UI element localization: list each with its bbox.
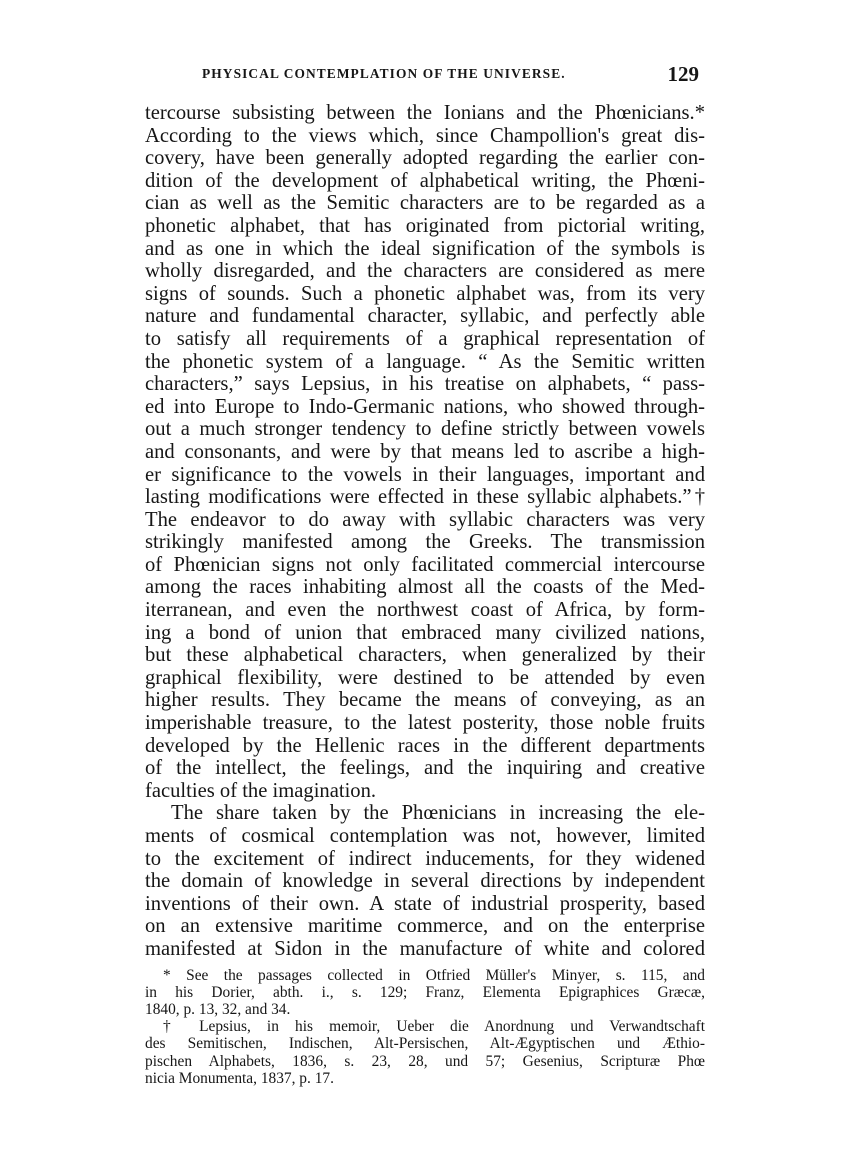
text-line: signs of sounds. Such a phonetic alphabet was, from its very	[145, 282, 705, 305]
text-line: and consonants, and were by that means led to ascribe a high-	[145, 440, 705, 463]
text-line: on an extensive maritime commerce, and on the enterprise	[145, 915, 705, 938]
text-line: iterranean, and even the northwest coast of Africa, by form-	[145, 599, 705, 622]
text-line: the phonetic system of a language. “ As the Semitic written	[145, 350, 705, 373]
text-line: graphical flexibility, were destined to be attended by even	[145, 666, 705, 689]
footnote-line: in his Dorier, abth. i., s. 129; Franz, Elementa Epigraphices Græcæ,	[145, 983, 705, 1001]
footnote-line: pischen Alphabets, 1836, s. 23, 28, und 57; Gesenius, Scripturæ Phœ	[145, 1052, 705, 1070]
footnotes	[145, 967, 705, 1087]
book-page	[145, 62, 705, 1087]
text-line: phonetic alphabet, that has originated from pictorial writing,	[145, 214, 705, 237]
text-line: cian as well as the Semitic characters are to be regarded as a	[145, 192, 705, 215]
text-line: manifested at Sidon in the manufacture of white and colored	[145, 937, 705, 960]
text-line: to satisfy all requirements of a graphical representation of	[145, 327, 705, 350]
text-line: higher results. They became the means of conveying, as an	[145, 689, 705, 712]
text-line: wholly disregarded, and the characters are considered as mere	[145, 260, 705, 283]
paragraph-start-line: The share taken by the Phœnicians in increasing the ele-	[171, 802, 705, 825]
text-line: er significance to the vowels in their languages, important and	[145, 463, 705, 486]
text-line: ing a bond of union that embraced many civilized nations,	[145, 621, 705, 644]
page-number: 129	[667, 62, 699, 86]
body-text	[145, 102, 705, 961]
text-line: ed into Europe to Indo-Germanic nations, who showed through-	[145, 395, 705, 418]
text-line: The endeavor to do away with syllabic characters was very	[145, 508, 705, 531]
text-line: of Phœnician signs not only facilitated commercial intercourse	[145, 553, 705, 576]
text-line: inventions of their own. A state of industrial prosperity, based	[145, 892, 705, 915]
footnote-line: nicia Monumenta, 1837, p. 17.	[145, 1069, 334, 1087]
text-line: imperishable treasure, to the latest posterity, those noble fruits	[145, 712, 705, 735]
paragraph-end-line: faculties of the imagination.	[145, 779, 377, 802]
footnote-line: * See the passages collected in Otfried Müller's Minyer, s. 115, and	[163, 966, 705, 984]
text-line: among the races inhabiting almost all the coasts of the Med-	[145, 576, 705, 599]
text-line: but these alphabetical characters, when generalized by their	[145, 644, 705, 667]
text-line: strikingly manifested among the Greeks. The transmission	[145, 531, 705, 554]
text-line: of the intellect, the feelings, and the inquiring and creative	[145, 757, 705, 780]
text-line: to the excitement of indirect inducements, for they widened	[145, 847, 705, 870]
text-line: lasting modifications were effected in these syllabic alphabets.”†	[145, 486, 705, 509]
text-line: ments of cosmical contemplation was not, however, limited	[145, 825, 705, 847]
footnote-line: des Semitischen, Indischen, Alt-Persischen, Alt-Ægyptischen und Æthio-	[145, 1035, 705, 1053]
running-head	[145, 62, 705, 92]
text-line: According to the views which, since Champollion's great dis-	[145, 124, 705, 147]
running-title: PHYSICAL CONTEMPLATION OF THE UNIVERSE.	[202, 66, 566, 81]
text-line: out a much stronger tendency to define strictly between vowels	[145, 418, 705, 441]
text-line: nature and fundamental character, syllabic, and perfectly able	[145, 305, 705, 328]
text-line: covery, have been generally adopted regarding the earlier con-	[145, 147, 705, 170]
text-line: the domain of knowledge in several directions by independent	[145, 870, 705, 893]
text-line: characters,” says Lepsius, in his treatise on alphabets, “ pass-	[145, 373, 705, 396]
footnote-line: † Lepsius, in his memoir, Ueber die Anordnung und Verwandtschaft	[163, 1018, 705, 1036]
text-line: tercourse subsisting between the Ionians and the Phœnicians.*	[145, 102, 705, 124]
text-line: developed by the Hellenic races in the different departments	[145, 734, 705, 757]
footnote-line: 1840, p. 13, 32, and 34.	[145, 1000, 291, 1018]
text-line: dition of the development of alphabetical writing, the Phœni-	[145, 169, 705, 192]
text-line: and as one in which the ideal signification of the symbols is	[145, 237, 705, 260]
